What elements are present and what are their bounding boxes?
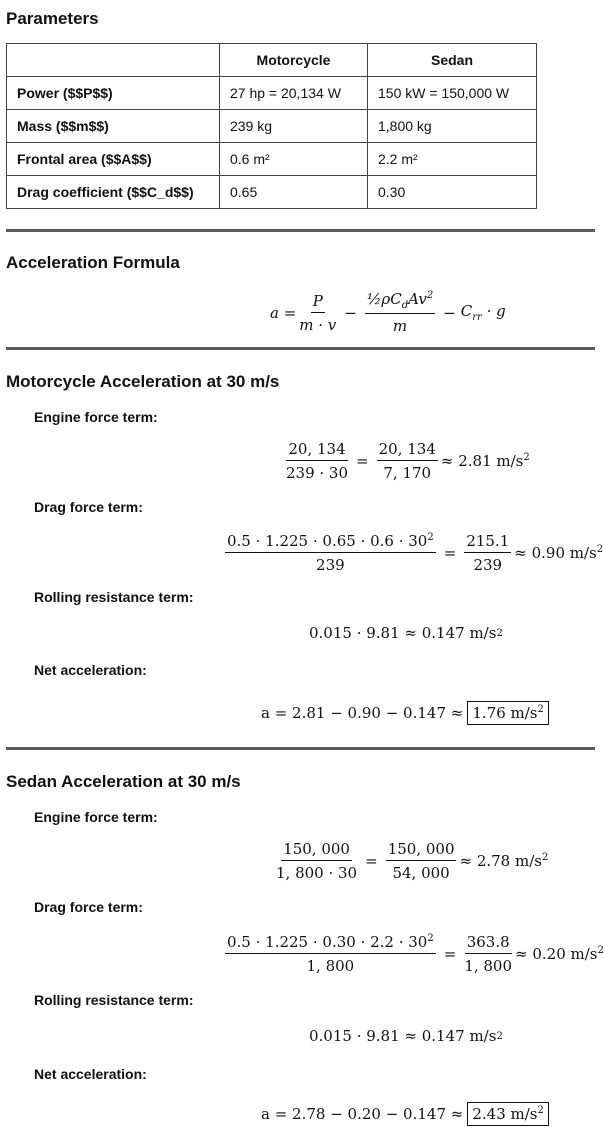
cell-sedan: 0.30 xyxy=(368,176,537,209)
parameters-heading: Parameters xyxy=(6,9,99,28)
formula-heading: Acceleration Formula xyxy=(6,253,180,272)
motorcycle-engine-label: Engine force term: xyxy=(34,409,158,425)
section-divider xyxy=(6,347,595,350)
sedan-heading: Sedan Acceleration at 30 m/s xyxy=(6,772,241,791)
formula-drag-fraction xyxy=(365,290,435,335)
table-row xyxy=(7,110,537,143)
table-row xyxy=(7,77,537,110)
motorcycle-rolling-label: Rolling resistance term: xyxy=(34,589,194,605)
cell-sedan: 1,800 kg xyxy=(368,110,537,143)
cell-sedan: 150 kW = 150,000 W xyxy=(368,77,537,110)
formula-minus: − xyxy=(443,303,456,322)
sedan-engine-equation: $\frac{150, 000}{1, 800 \cdot 30}$ = $\frac{150, 000}{54, 000}$ ≈ 2.78 $m/s^2$ xyxy=(276,840,549,882)
cell-sedan: 2.2 m² xyxy=(368,143,537,176)
formula-drag-denominator: m xyxy=(392,317,408,335)
sedan-drag-label: Drag force term: xyxy=(34,899,143,915)
formula-numerator: P xyxy=(311,292,325,313)
sedan-drag-equation: $\frac{0.5 \cdot 1.225 \cdot 0.30 \cdot 2.2 \cdot 30^2}{1, 800}$ = $\frac{363.8}{1, 800}$ ≈ 0.20 $m/s^2$ xyxy=(227,933,604,975)
motorcycle-drag-label: Drag force term: xyxy=(34,499,143,515)
table-header-sedan: Sedan xyxy=(368,44,537,77)
sedan-engine-label: Engine force term: xyxy=(34,809,158,825)
table-header-empty xyxy=(7,44,220,77)
motorcycle-net-equation: a = 2.81 − 0.90 − 0.147 ≈ 1.76 $m/s^2$ xyxy=(261,701,549,725)
row-label: Frontal area ($$A$$) xyxy=(7,143,220,176)
formula-drag-numerator: $\frac{1}{2}\rho C_dAv^2$ xyxy=(365,290,435,314)
acceleration-formula xyxy=(270,290,506,335)
formula-denominator: m · v xyxy=(299,315,337,334)
cell-motorcycle: 239 kg xyxy=(220,110,368,143)
cell-motorcycle: 0.65 xyxy=(220,176,368,209)
motorcycle-heading: Motorcycle Acceleration at 30 m/s xyxy=(6,372,280,391)
row-label: Power ($$P$$) xyxy=(7,77,220,110)
motorcycle-drag-equation: $\frac{0.5 \cdot 1.225 \cdot 0.65 \cdot 0.6 \cdot 30^2}{239}$ = $\frac{215.1}{239}$ ≈ 0.90 $m/s^2$ xyxy=(227,532,604,574)
section-divider xyxy=(6,747,595,750)
formula-lhs: a = xyxy=(270,303,297,322)
formula-rolling-term: $C_{rr} \cdot g$ xyxy=(460,302,506,323)
formula-minus: − xyxy=(344,303,357,322)
sedan-net-result: 2.43 $m/s^2$ xyxy=(467,1102,549,1126)
row-label: Mass ($$m$$) xyxy=(7,110,220,143)
cell-motorcycle: 0.6 m² xyxy=(220,143,368,176)
table-header-motorcycle: Motorcycle xyxy=(220,44,368,77)
table-row xyxy=(7,143,537,176)
sedan-net-label: Net acceleration: xyxy=(34,1066,147,1082)
table-row xyxy=(7,176,537,209)
motorcycle-drag-result: ≈ 0.90 $m/s^2$ xyxy=(514,544,604,562)
sedan-rolling-label: Rolling resistance term: xyxy=(34,992,194,1008)
sedan-rolling-equation: 0.015 · 9.81 ≈ 0.147 m/s 2 xyxy=(309,1027,503,1045)
motorcycle-net-label: Net acceleration: xyxy=(34,662,147,678)
section-divider xyxy=(6,229,595,232)
parameters-table xyxy=(6,43,537,209)
cell-motorcycle: 27 hp = 20,134 W xyxy=(220,77,368,110)
motorcycle-net-result: 1.76 $m/s^2$ xyxy=(467,701,549,725)
motorcycle-rolling-equation: 0.015 · 9.81 ≈ 0.147 m/s 2 xyxy=(309,624,503,642)
sedan-net-equation: a = 2.78 − 0.20 − 0.147 ≈ 2.43 $m/s^2$ xyxy=(261,1102,549,1126)
sedan-engine-result: ≈ 2.78 $m/s^2$ xyxy=(459,852,549,870)
motorcycle-engine-equation: $\frac{20, 134}{239 \cdot 30}$ = $\frac{20, 134}{7, 170}$ ≈ 2.81 $m/s^2$ xyxy=(286,440,530,482)
formula-engine-fraction xyxy=(299,292,336,334)
sedan-drag-result: ≈ 0.20 $m/s^2$ xyxy=(515,945,604,963)
table-header-row xyxy=(7,44,537,77)
row-label: Drag coefficient ($$C_d$$) xyxy=(7,176,220,209)
motorcycle-engine-result: ≈ 2.81 $m/s^2$ xyxy=(440,452,530,470)
